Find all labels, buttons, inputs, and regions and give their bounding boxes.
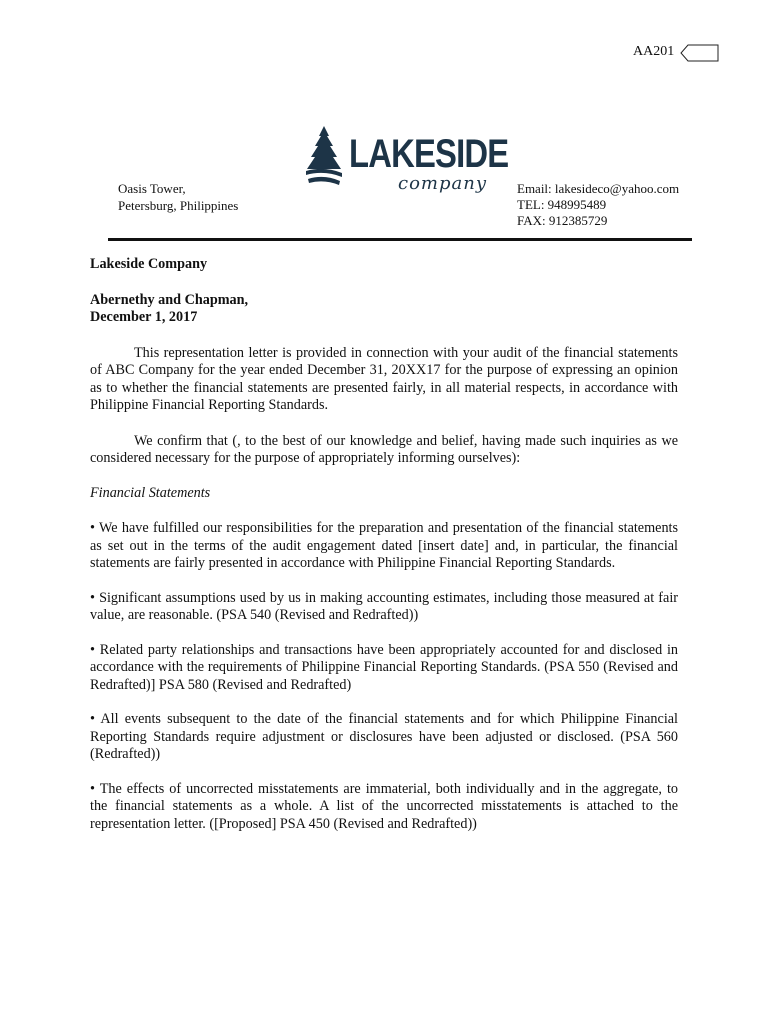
intro-paragraph: This representation letter is provided in connection with your audit of the financial statements of ABC Company for the year ended December 31, 20XX17 for the purpose of expressing an opinion as to whether the financial statements are presented fairly, in all material respects, in accordance with Philippine Financial Reporting Standards.: [90, 344, 678, 413]
tag-icon: [680, 42, 720, 64]
document-reference: AA201: [633, 44, 675, 59]
logo-subtitle: company: [398, 173, 488, 194]
tree-logo-icon: [302, 124, 346, 190]
confirm-paragraph: We confirm that (, to the best of our knowledge and belief, having made such inquiries as we considered necessary for the purpose of appropriately informing ourselves):: [90, 432, 678, 466]
logo-wordmark: LAKESIDE: [349, 132, 509, 176]
list-item: • Related party relationships and transactions have been appropriately accounted for and disclosed in accordance with the requirements of Philippine Financial Reporting Standards. (PSA 550 (Revised and Redrafted)] PSA 580 (Revised and Redrafted): [90, 641, 678, 693]
address-line: Oasis Tower,: [118, 181, 186, 196]
letter-body: [90, 256, 678, 833]
header-divider: [108, 238, 692, 241]
list-item: • We have fulfilled our responsibilities for the preparation and presentation of the financial statements as set out in the terms of the audit engagement dated [insert date] and, in particular, the financial statements are fairly presented in accordance with Philippine Financial Reporting Standards.: [90, 520, 678, 571]
letter-date: December 1, 2017: [90, 309, 198, 325]
addressee: Abernethy and Chapman,: [90, 291, 249, 308]
list-item: • Significant assumptions used by us in making accounting estimates, including those measured at fair value, are reasonable. (PSA 540 (Revised and Redrafted)): [90, 589, 678, 623]
contact-info: [517, 181, 679, 229]
company-name: Lakeside Company: [90, 256, 208, 272]
address-line: Petersburg, Philippines: [118, 198, 239, 213]
section-heading: Financial Statements: [90, 484, 211, 501]
email: Email: lakesideco@yahoo.com: [517, 181, 680, 196]
list-item: • The effects of uncorrected misstatements are immaterial, both individually and in the aggregate, to the financial statements as a whole. A list of the uncorrected misstatements is attached to the representation letter. ([Proposed] PSA 450 (Revised and Redrafted)): [90, 780, 678, 832]
company-address: [118, 180, 238, 214]
fax: FAX: 912385729: [517, 213, 608, 228]
telephone: TEL: 948995489: [517, 197, 607, 212]
list-item: • All events subsequent to the date of the financial statements and for which Philippine Financial Reporting Standards require adjustment or disclosures have been adjusted or disclosed. (PSA 560 (Redrafted)): [90, 711, 678, 762]
